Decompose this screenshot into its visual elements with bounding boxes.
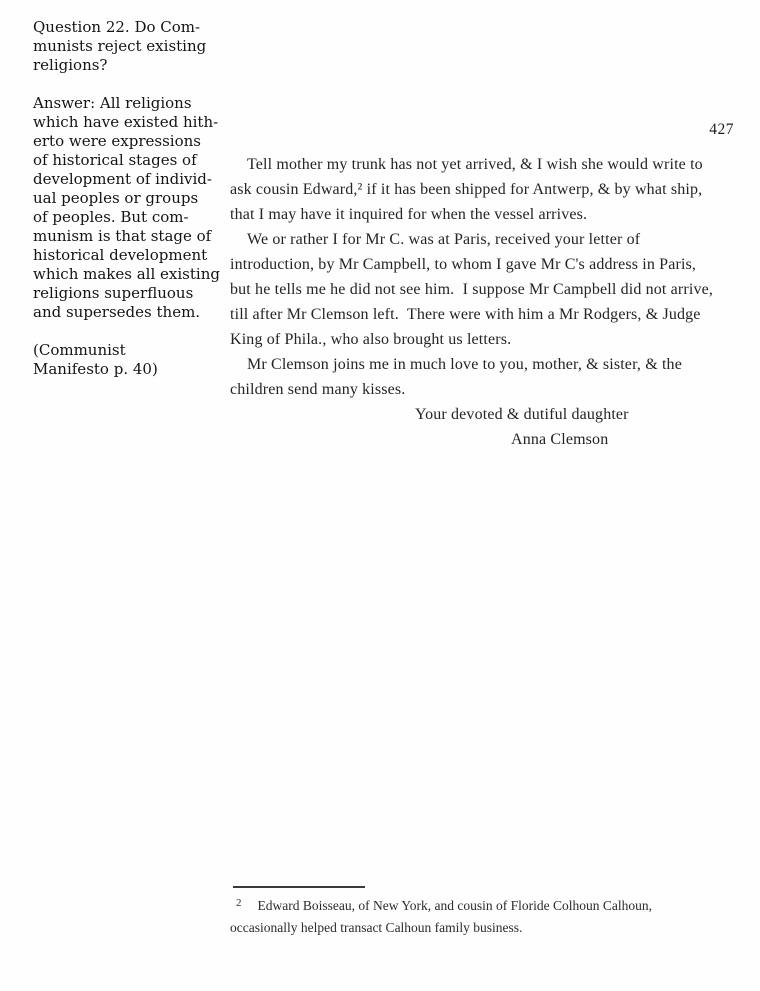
footnote-marker: 2 bbox=[236, 897, 242, 909]
letter-line: Mr Clemson joins me in much love to you, mother, & sister, & the bbox=[247, 356, 682, 373]
margin-note-line: development of individ- bbox=[33, 170, 212, 188]
page-number: 427 bbox=[709, 121, 734, 138]
letter-line: but he tells me he did not see him. I suppose Mr Campbell did not arrive, bbox=[230, 281, 714, 298]
footnote-line bbox=[230, 892, 700, 917]
letter-line: Tell mother my trunk has not yet arrived, & I wish she would write to bbox=[247, 156, 703, 173]
letter-signature: Anna Clemson bbox=[511, 431, 609, 448]
letter-line: till after Mr Clemson left. There were with him a Mr Rodgers, & Judge bbox=[230, 306, 701, 323]
footnote-separator bbox=[233, 886, 365, 888]
margin-note-line: erto were expressions bbox=[33, 132, 201, 150]
margin-note-line: munists reject existing bbox=[33, 37, 207, 55]
letter-line: that I may have it inquired for when the vessel arrives. bbox=[230, 206, 588, 223]
margin-note-line: historical development bbox=[33, 246, 208, 264]
footnote-text: Edward Boisseau, of New York, and cousin of Floride Colhoun Calhoun, bbox=[257, 898, 652, 913]
letter-line: ask cousin Edward,² if it has been shipped for Antwerp, & by what ship, bbox=[230, 181, 703, 198]
margin-note bbox=[33, 18, 228, 379]
margin-note-line: (Communist bbox=[33, 341, 126, 359]
letter-line: children send many kisses. bbox=[230, 381, 406, 398]
margin-note-citation bbox=[33, 341, 228, 379]
margin-note-line: of historical stages of bbox=[33, 151, 197, 169]
margin-note-line: ual peoples or groups bbox=[33, 189, 199, 207]
margin-note-line: religions? bbox=[33, 56, 108, 74]
letter-closing: Your devoted & dutiful daughter bbox=[415, 406, 629, 423]
margin-note-line: munism is that stage of bbox=[33, 227, 212, 245]
margin-note-line: Manifesto p. 40) bbox=[33, 360, 158, 378]
margin-note-line: Answer: All religions bbox=[33, 94, 192, 112]
letter-line: King of Phila., who also brought us letters. bbox=[230, 331, 512, 348]
letter-line: We or rather I for Mr C. was at Paris, received your letter of bbox=[247, 231, 641, 248]
margin-note-line: religions superfluous bbox=[33, 284, 194, 302]
margin-note-answer bbox=[33, 94, 228, 322]
margin-note-question bbox=[33, 18, 228, 75]
margin-note-line: of peoples. But com- bbox=[33, 208, 189, 226]
footnote bbox=[230, 886, 700, 939]
margin-note-line: which makes all existing bbox=[33, 265, 220, 283]
letter-line: introduction, by Mr Campbell, to whom I gave Mr C's address in Paris, bbox=[230, 256, 697, 273]
margin-note-line: Question 22. Do Com- bbox=[33, 18, 201, 36]
letter-body bbox=[230, 152, 745, 452]
footnote-line: occasionally helped transact Calhoun family business. bbox=[230, 920, 523, 935]
margin-note-line: and supersedes them. bbox=[33, 303, 201, 321]
margin-note-line: which have existed hith- bbox=[33, 113, 219, 131]
